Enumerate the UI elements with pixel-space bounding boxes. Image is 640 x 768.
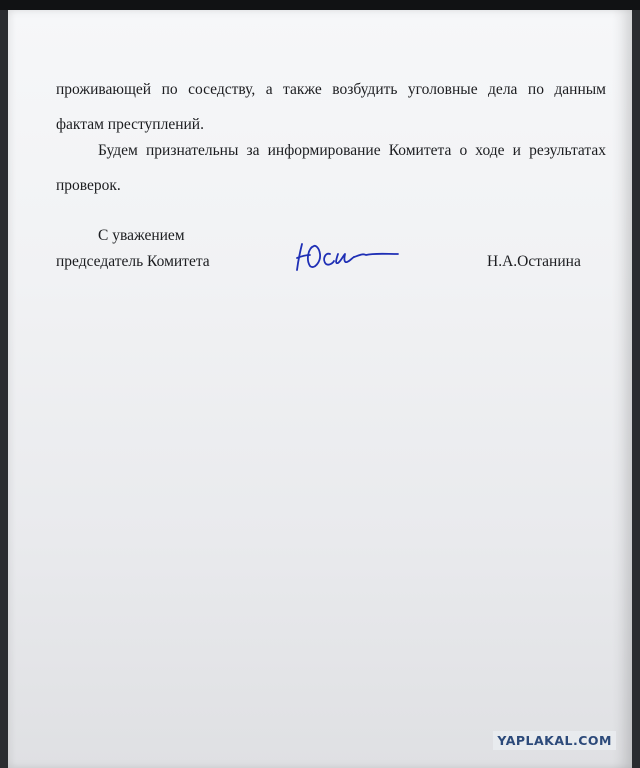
signer-position: председатель Комитета bbox=[56, 253, 210, 270]
closing-regards: С уважением bbox=[98, 227, 185, 244]
page-shadow bbox=[612, 10, 632, 768]
handwritten-signature bbox=[294, 234, 404, 278]
paragraph-1-line-2: фактам преступлений. bbox=[56, 116, 204, 133]
paragraph-2-line-2: проверок. bbox=[56, 177, 121, 194]
paragraph-2-line-1: Будем признательны за информирование Комитета о ходе и результатах bbox=[98, 142, 606, 159]
letter-page bbox=[8, 10, 632, 768]
site-watermark: YAPLAKAL.COM bbox=[493, 731, 616, 750]
photo-top-edge bbox=[0, 0, 640, 10]
paragraph-1-line-1: проживающей по соседству, а также возбудить уголовные дела по данным bbox=[56, 81, 606, 98]
signer-name: Н.А.Останина bbox=[487, 253, 581, 270]
